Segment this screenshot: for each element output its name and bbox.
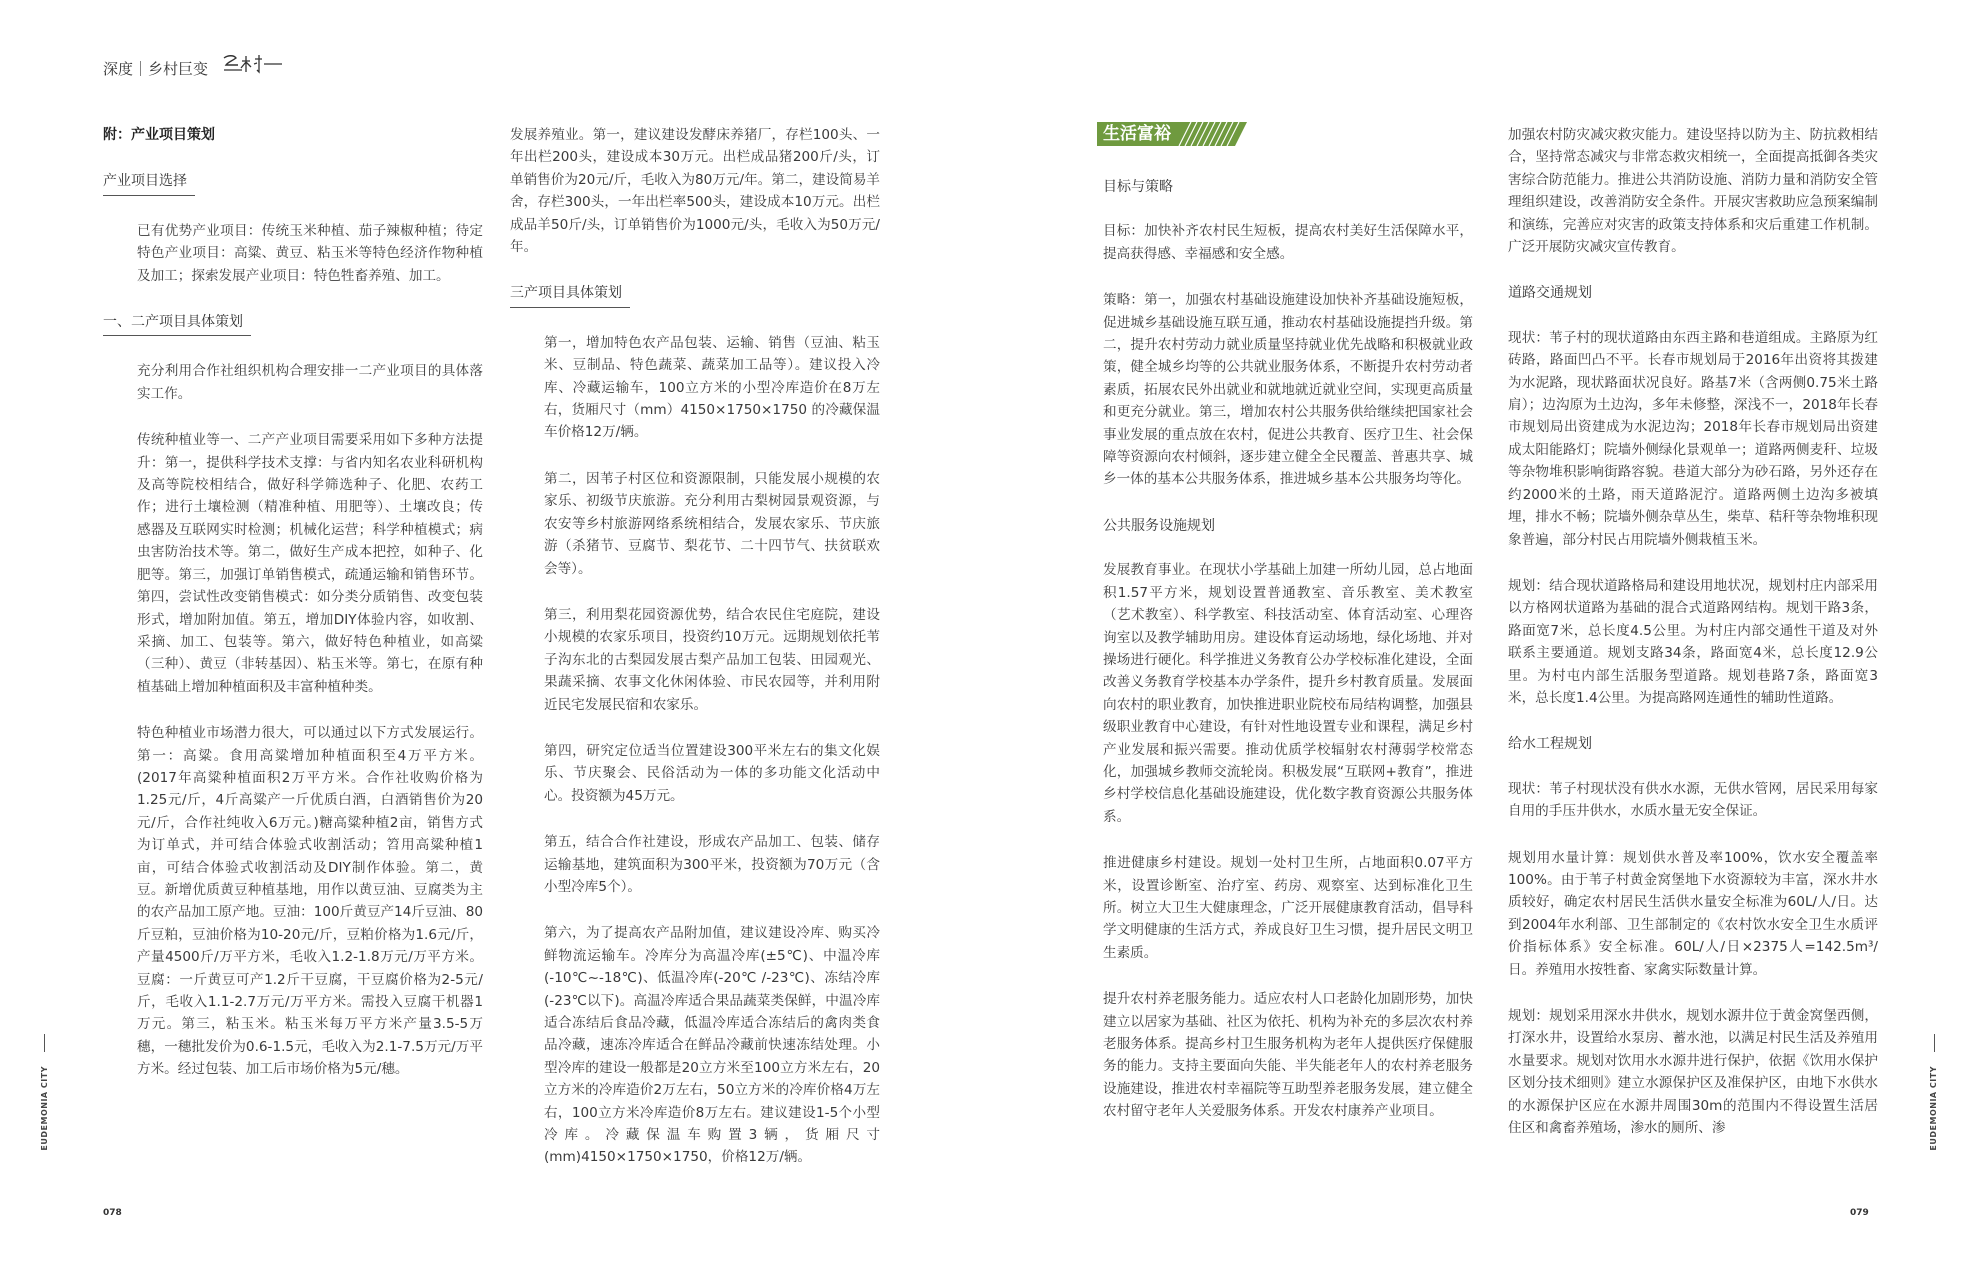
paragraph-traditional-planting: 传统种植业等一、二产产业项目需要采用如下多种方法提升：第一，提供科学技术支撑：与省内知名农业科研机构及高等院校相结合，做好科学筛选种子、化肥、农药工作；进行土壤检测（精准种植、用肥等）、土壤改良；传感器及互联网实时检测；机械化运营；科学种植模式；病虫害防治技术等。第二，做好生产成本把控，如种子、化肥等。第三，加强订单销售模式，疏通运输和销售环节。第四，尝试性改变销售模式：如分类分质销售、改变包装形式，增加附加值。第五，增加DIY体验内容，如收割、采摘、加工、包装等。第六，做好特色种植业，如高粱（三种）、黄豆（非转基因）、粘玉米等。第七，在原有种植基础上增加种植面积及丰富种植种类。 <box>137 432 483 695</box>
tertiary-item-6: 第六，为了提高农产品附加值，建议建设冷库、购买冷鲜物流运输车。冷库分为高温冷库(±5℃)、中温冷库(-10℃~-18℃)、低温冷库(-20℃ /-23℃)、冻结冷库(-23℃以下)。高温冷库适合果品蔬菜类保鲜，中温冷库适合冻结后食品冷藏，低温冷库适合冻结后的禽肉类食品冷藏，速冻冷库适合在鲜品冷藏前快速冻结处理。小型冷库的建设一般都是20立方米至100立方米左右，20立方米的冷库造价2万左右，50立方米的冷库价格4万左右，100立方米冷库造价8万左右。建议建设1-5个小型冷库。冷藏保温车购置3辆，货厢尺寸(mm)4150×1750×1750，价格12万/辆。 <box>544 925 880 1166</box>
paragraph-water-plan: 规划：规划采用深水井供水，规划水源井位于黄金窝堡西侧，打深水井，设置给水泵房、蓄水池，以满足村民生活及养殖用水量要求。规划对饮用水水源井进行保护，依据《饮用水保护区划分技术细则》建立水源保护区及准保护区，由地下水供水的水源保护区应在水源井周围30m的范围内不得设置生活居住区和禽畜养殖场，渗水的厕所、渗 <box>1508 1008 1878 1137</box>
paragraph-goal: 目标：加快补齐农村民生短板，提高农村美好生活保障水平，提高获得感、幸福感和安全感。 <box>1103 223 1473 262</box>
banner-stripes-icon <box>1173 122 1247 146</box>
left-page-number: 078 <box>103 1208 122 1218</box>
paragraph-health: 推进健康乡村建设。规划一处村卫生所，占地面积0.07平方米，设置诊断室、治疗室、药房、观察室、达到标准化卫生所。树立大卫生大健康理念，广泛开展健康教育活动，倡导科学文明健康的生活方式，养成良好卫生习惯，提升居民文明卫生素质。 <box>1103 855 1473 961</box>
heading-water: 给水工程规划 <box>1508 736 1592 753</box>
section-heading-one-two: 一、二产项目具体策划 <box>103 311 251 336</box>
paragraph-elderly-care: 提升农村养老服务能力。适应农村人口老龄化加剧形势，加快建立以居家为基础、社区为依托、机构为补充的多层次农村养老服务体系。提高乡村卫生服务机构为老年人提供医疗保健服务的能力。支持主要面向失能、半失能老年人的农村养老服务设施建设，推进农村幸福院等互助型养老服务发展，建立健全农村留守老年人关爱服务体系。开发农村康养产业项目。 <box>1103 991 1473 1120</box>
column-3 <box>1103 176 1473 1123</box>
paragraph-cooperative: 充分利用合作社组织机构合理安排一二产业项目的具体落实工作。 <box>137 363 483 402</box>
heading-goal-strategy: 目标与策略 <box>1103 179 1173 195</box>
paragraph-water-status: 现状：苇子村现状没有供水水源，无供水管网，居民采用每家自用的手压井供水，水质水量无安全保证。 <box>1508 780 1878 820</box>
left-margin-tick <box>44 1034 45 1052</box>
paragraph-special-planting: 特色种植业市场潜力很大，可以通过以下方式发展运行。第一：高粱。食用高粱增加种植面积至4万平方米。(2017年高粱种植面积2万平方米。合作社收购价格为1.25元/斤，4斤高粱产一斤优质白酒，白酒销售价为20元/斤，合作社纯收入6万元。)糖高粱种植2亩，销售方式为订单式，并可结合体验式收割活动；笤用高粱种植1亩，可结合体验式收割活动及DIY制作体验。第二，黄豆。新增优质黄豆种植基地，用作以黄豆油、豆腐类为主的农产品加工原产地。豆油：100斤黄豆产14斤豆油、80斤豆粕，豆油价格为10-20元/斤，豆粕价格为1.6元/斤，产量4500斤/万平方米，毛收入1.2-1.8万元/万平方米。豆腐：一斤黄豆可产1.2斤干豆腐，干豆腐价格为2-5元/斤，毛收入1.1-2.7万元/万平方米。需投入豆腐干机器1万元。第三，粘玉米。粘玉米每万平方米产量3.5-5万穗，一穗批发价为0.6-1.5元，毛收入为2.1-7.5万元/万平方米。经过包装、加工后市场价格为5元/穗。 <box>137 725 484 1078</box>
paragraph-road-plan: 规划：结合现状道路格局和建设用地状况，规划村庄内部采用以方格网状道路为基础的混合式道路网结构。规划干路3条，路面宽7米，总长度4.5公里。为村庄内部交通性干道及对外联系主要通道。规划支路34条，路面宽4米，总长度12.9公里。为村屯内部生活服务型道路。规划巷路7条，路面宽3米，总长度1.4公里。为提高路网连通性的辅助性道路。 <box>1508 577 1878 706</box>
heading-road: 道路交通规划 <box>1508 285 1592 302</box>
left-vertical-brand: EUDEMONIA CITY <box>40 1066 49 1151</box>
column-4 <box>1508 124 1878 1139</box>
industry-text: 已有优势产业项目：传统玉米种植、茄子辣椒种植；待定特色产业项目：高粱、黄豆、粘玉米等特色经济作物种植及加工；探索发展产业项目：特色牲畜养殖、加工。 <box>137 222 483 284</box>
tertiary-item-2: 第二，因苇子村区位和资源限制，只能发展小规模的农家乐、初级节庆旅游。充分利用古梨树园景观资源，与农安等乡村旅游网络系统相结合，发展农家乐、节庆旅游（杀猪节、豆腐节、梨花节、二十四节气、扶贫联欢会等）。 <box>544 470 880 577</box>
section-banner <box>1097 122 1247 146</box>
paragraph-livestock: 发展养殖业。第一，建议建设发酵床养猪厂，存栏100头、一年出栏200头，建设成本30万元。出栏成品猪200斤/头，订单销售价为20元/斤，毛收入为80万元/年。第二，建设简易羊舍，存栏300头，一年出栏率500头，建设成本10万元。出栏成品羊50斤/头，订单销售价为1000元/头，毛收入为50万元/年。 <box>510 127 881 256</box>
tertiary-item-1: 第一，增加特色农产品包装、运输、销售（豆油、粘玉米、豆制品、特色蔬菜、蔬菜加工品等）。建议投入冷库、冷藏运输车，100立方米的小型冷库造价在8万左右，货厢尺寸（mm）4150×1750×1750 的冷藏保温车价格12万/辆。 <box>544 334 880 441</box>
paragraph-disaster: 加强农村防灾减灾救灾能力。建设坚持以防为主、防抗救相结合，坚持常态减灾与非常态救灾相统一，全面提高抵御各类灾害综合防范能力。推进公共消防设施、消防力量和消防安全管理组织建设，改善消防安全条件。开展灾害救助应急预案编制和演练，完善应对灾害的政策支持体系和灾后重建工作机制。广泛开展防灾减灾宣传教育。 <box>1508 127 1878 256</box>
tertiary-item-4: 第四，研究定位适当位置建设300平米左右的集文化娱乐、节庆聚会、民俗活动为一体的多功能文化活动中心。投资额为45万元。 <box>544 742 880 804</box>
village-calligraphy-logo-icon <box>222 52 284 78</box>
section-heading-industry: 产业项目选择 <box>103 170 195 195</box>
column-1 <box>103 124 483 1081</box>
section-banner-label: 生活富裕 <box>1097 122 1177 146</box>
section-heading-three: 三产项目具体策划 <box>510 282 630 307</box>
right-page-number: 079 <box>1850 1208 1869 1218</box>
heading-public-service: 公共服务设施规划 <box>1103 517 1215 534</box>
paragraph-strategy: 策略：第一，加强农村基础设施建设加快补齐基础设施短板，促进城乡基础设施互联互通，推动农村基础设施提挡升级。第二，提升农村劳动力就业质量坚持就业优先战略和积极就业政策，健全城乡均等的公共就业服务体系，不断提升农村劳动者素质，拓展农民外出就业和就地就近就业空间，实现更高质量和更充分就业。第三，增加农村公共服务供给继续把国家社会事业发展的重点放在农村，促进公共教育、医疗卫生、社会保障等资源向农村倾斜，逐步建立健全全民覆盖、普惠共享、城乡一体的基本公共服务体系，推进城乡基本公共服务均等化。 <box>1103 292 1473 488</box>
tertiary-item-3: 第三，利用梨花园资源优势，结合农民住宅庭院，建设小规模的农家乐项目，投资约10万元。远期规划依托苇子沟东北的古梨园发展古梨产品加工包装、田园观光、果蔬采摘、农事文化休闲体验、市民农园等，并利用附近民宅发展民宿和农家乐。 <box>544 606 880 713</box>
column-2 <box>510 124 880 1169</box>
paragraph-water-calc: 规划用水量计算：规划供水普及率100%，饮水安全覆盖率100%。由于苇子村黄金窝堡地下水资源较为丰富，深水井水质较好，确定农村居民生活供水量安全标准为60L/人/日。达到2004年水利部、卫生部制定的《农村饮水安全卫生水质评价指标体系》安全标准。60L/人/日×2375人=142.5m³/日。养殖用水按牲畜、家禽实际数量计算。 <box>1508 849 1878 978</box>
tertiary-item-5: 第五，结合合作社建设，形成农产品加工、包装、储存运输基地，建筑面积为300平米，投资额为70万元（含小型冷库5个）。 <box>544 834 880 895</box>
right-margin-tick <box>1934 1034 1935 1052</box>
appendix-title: 附：产业项目策划 <box>103 127 215 143</box>
paragraph-education: 发展教育事业。在现状小学基础上加建一所幼儿园，总占地面积1.57平方米，规划设置普通教室、音乐教室、美术教室（艺术教室）、科学教室、科技活动室、体育活动室、心理咨询室以及教学辅助用房。建设体育运动场地，绿化场地、并对操场进行硬化。科学推进义务教育公办学校标准化建设，全面改善义务教育学校基本办学条件，提升乡村教育质量。发展面向农村的职业教育，加快推进职业院校布局结构调整，加强县级职业教育中心建设，有针对性地设置专业和课程，满足乡村产业发展和振兴需要。推动优质学校辐射农村薄弱学校常态化，加强城乡教师交流轮岗。积极发展“互联网+教育”，推进乡村学校信息化基础设施建设，优化数字教育资源公共服务体系。 <box>1103 562 1473 825</box>
paragraph-road-status: 现状：苇子村的现状道路由东西主路和巷道组成。主路原为红砖路，路面凹凸不平。长春市规划局于2016年出资将其拨建为水泥路，现状路面状况良好。路基7米（含两侧0.75米土路肩）；边沟原为土边沟，多年未修整，深浅不一，2018年长春市规划局出资建成为水泥边沟；2018年长春市规划局出资建成太阳能路灯；院墙外侧绿化景观单一；道路两侧麦秆、垃圾等杂物堆积影响街路容貌。巷道大部分为砂石路，另外还存在约2000米的土路，雨天道路泥泞。道路两侧土边沟多被填埋，排水不畅；院墙外侧杂草丛生，柴草、秸秆等杂物堆积现象普遍，部分村民占用院墙外侧栽植玉米。 <box>1508 329 1878 548</box>
right-vertical-brand: EUDEMONIA CITY <box>1929 1066 1938 1151</box>
magazine-section-title: 深度｜乡村巨变 <box>103 60 209 78</box>
